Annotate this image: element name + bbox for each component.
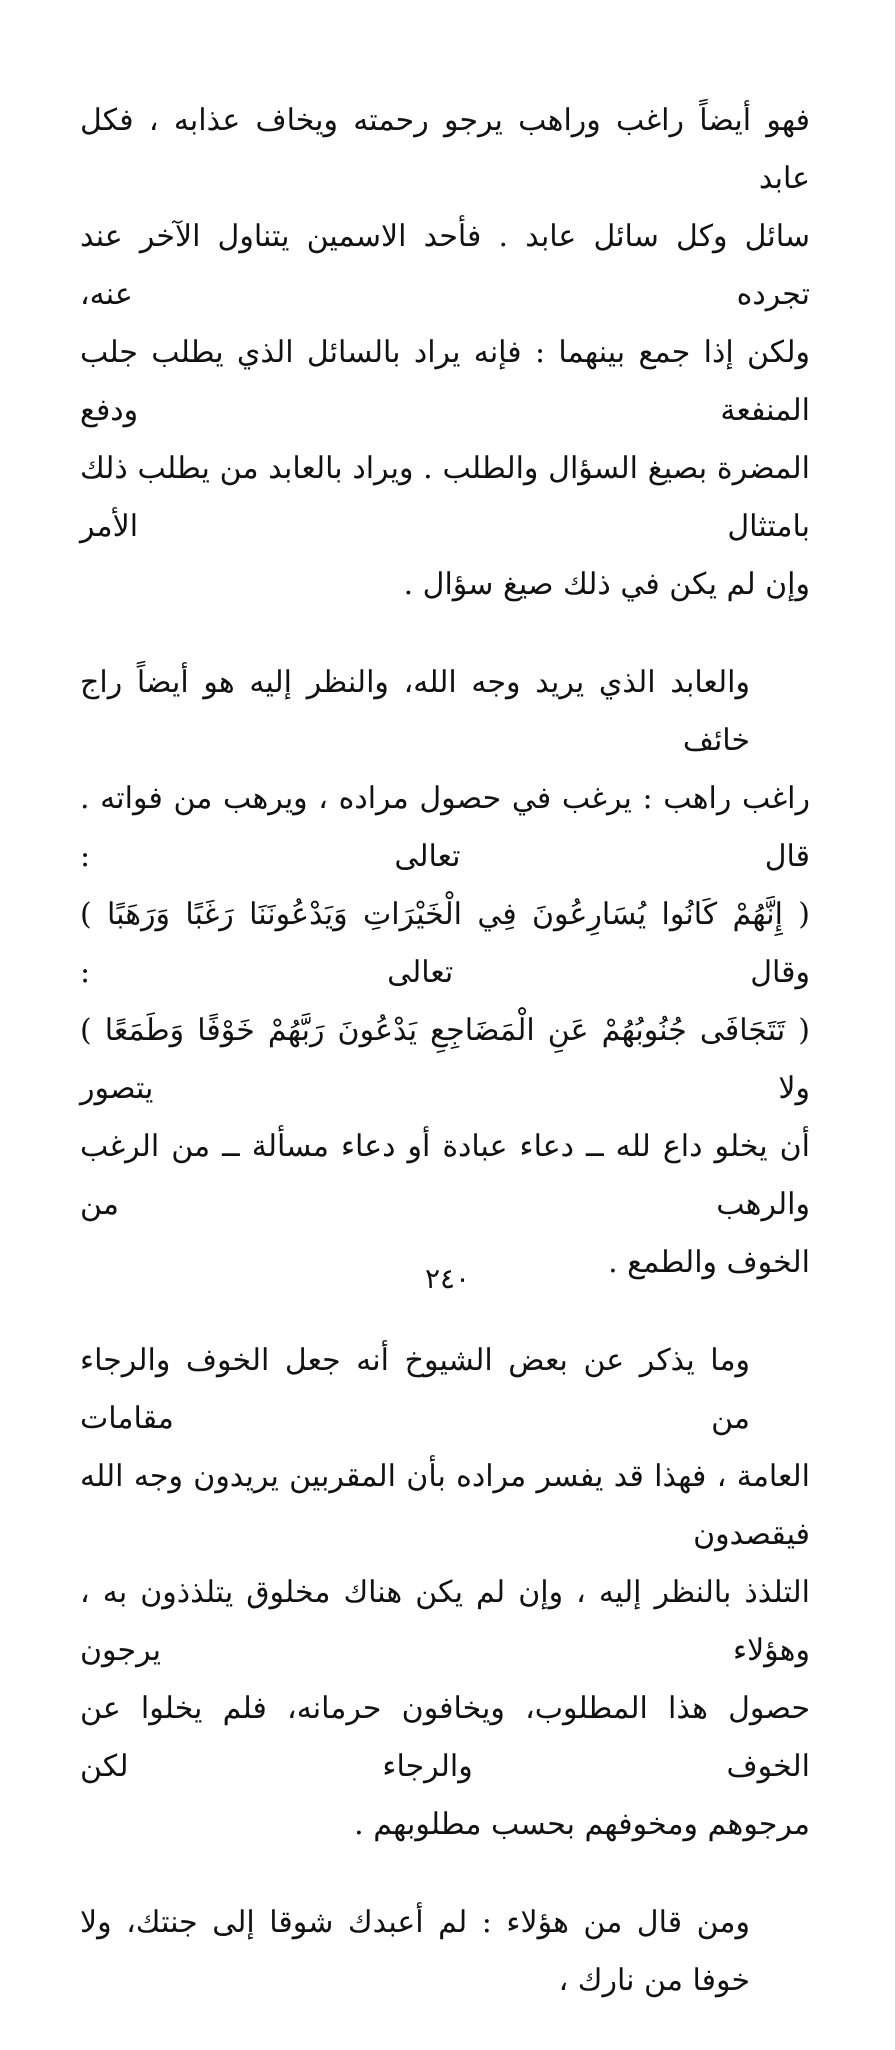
quran-verse-line: ( تَتَجَافَى جُنُوبُهُمْ عَنِ الْمَضَاجِعِ يَدْعُونَ رَبَّهُمْ خَوْفًا وَطَمَعًا ) ولا يتصور [80, 1013, 810, 1106]
text-line: وما يذكر عن بعض الشيوخ أنه جعل الخوف والرجاء من مقامات [80, 1343, 750, 1436]
text-line: التلذذ بالنظر إليه ، وإن لم يكن هناك مخلوق يتلذذون به ، وهؤلاء يرجون [80, 1575, 810, 1668]
paragraph-2 [80, 654, 810, 1292]
text-line: مرجوهم ومخوفهم بحسب مطلوبهم . [354, 1807, 810, 1842]
text-line: فهو أيضاً راغب وراهب يرجو رحمته ويخاف عذابه ، فكل عابد [80, 103, 810, 196]
text-line: المضرة بصيغ السؤال والطلب . ويراد بالعابد من يطلب ذلك بامتثال الأمر [80, 451, 810, 544]
page-body [80, 92, 810, 2050]
text-line: حصول هذا المطلوب، ويخافون حرمانه، فلم يخلوا عن الخوف والرجاء لكن [80, 1691, 810, 1784]
text-line: ومن قال من هؤلاء : لم أعبدك شوقا إلى جنتك، ولا خوفا من نارك ، [80, 1905, 750, 1998]
text-line: ولكن إذا جمع بينهما : فإنه يراد بالسائل الذي يطلب جلب المنفعة ودفع [80, 335, 810, 428]
quran-verse-line: ( إِنَّهُمْ كَانُوا يُسَارِعُونَ فِي الْخَيْرَاتِ وَيَدْعُونَنَا رَغَبًا وَرَهَبًا ) وقال تعالى : [80, 897, 810, 990]
paragraph-3 [80, 1332, 810, 1854]
text-line: العامة ، فهذا قد يفسر مراده بأن المقربين يريدون وجه الله فيقصدون [80, 1459, 810, 1552]
text-line: سائل وكل سائل عابد . فأحد الاسمين يتناول الآخر عند تجرده عنه، [80, 219, 810, 312]
paragraph-1 [80, 92, 810, 614]
text-line: راغب راهب : يرغب في حصول مراده ، ويرهب من فواته . قال تعالى : [80, 781, 810, 874]
page-number: ٢٤٠ [424, 1262, 471, 1295]
text-line: والعابد الذي يريد وجه الله، والنظر إليه هو أيضاً راج خائف [80, 665, 750, 758]
text-line: أن يخلو داع لله ــ دعاء عبادة أو دعاء مسألة ــ من الرغب والرهب من [80, 1129, 810, 1222]
text-line: الخوف والطمع . [608, 1245, 810, 1280]
text-line: وإن لم يكن في ذلك صيغ سؤال . [403, 567, 810, 602]
paragraph-4 [80, 1894, 810, 2010]
